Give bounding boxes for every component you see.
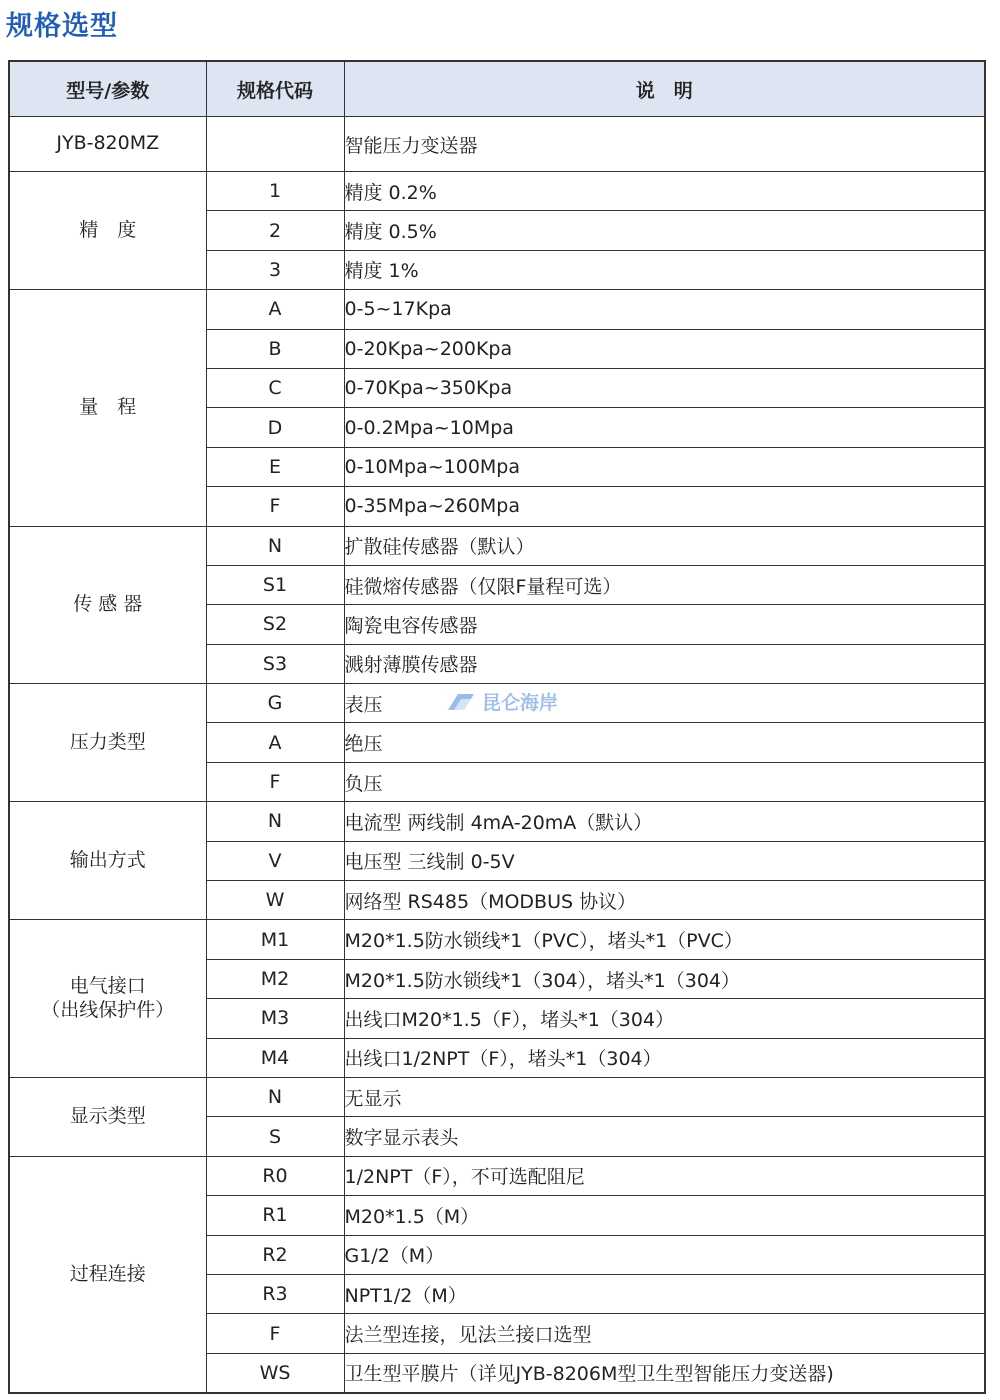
table-row [9, 1077, 985, 1116]
description-cell: 电压型 三线制 0-5V [344, 841, 985, 880]
description-cell: 陶瓷电容传感器 [344, 605, 985, 644]
spec-code-cell: R2 [206, 1235, 344, 1274]
table-row [9, 1156, 985, 1195]
param-cell [9, 526, 206, 684]
spec-code-cell: F [206, 487, 344, 526]
description-cell: M20*1.5防水锁线*1（304），堵头*1（304） [344, 959, 985, 998]
description-cell: 卫生型平膜片（详见JYB-8206M型卫生型智能压力变送器) [344, 1353, 985, 1393]
description-cell: 表压 [344, 684, 985, 723]
param-label: 过程连接 [69, 1262, 146, 1285]
description-cell: 0-5~17Kpa [344, 290, 985, 329]
param-label: 显示类型 [69, 1105, 146, 1127]
table-row [9, 117, 985, 172]
description-cell: 0-0.2Mpa~10Mpa [344, 408, 985, 447]
param-cell [9, 1077, 206, 1156]
description-cell: 精度 0.2% [344, 172, 985, 211]
spec-code-cell: S [206, 1117, 344, 1156]
spec-code-cell: M2 [206, 959, 344, 998]
description-cell: 硅微熔传感器（仅限F量程可选） [344, 565, 985, 604]
spec-code-cell: V [206, 841, 344, 880]
spec-code-cell: N [206, 802, 344, 841]
table-row [9, 172, 985, 211]
spec-code-cell: 2 [206, 211, 344, 250]
description-cell: 0-35Mpa~260Mpa [344, 487, 985, 526]
description-cell: 出线口1/2NPT（F），堵头*1（304） [344, 1038, 985, 1077]
spec-code-cell: G [206, 684, 344, 723]
description-cell: 智能压力变送器 [344, 117, 985, 172]
description-cell: 绝压 [344, 723, 985, 762]
spec-code-cell: S3 [206, 644, 344, 683]
description-cell: 精度 0.5% [344, 211, 985, 250]
description-cell: 0-20Kpa~200Kpa [344, 329, 985, 368]
param-label: （出线保护件） [41, 998, 175, 1021]
description-cell: 出线口M20*1.5（F），堵头*1（304） [344, 999, 985, 1038]
param-cell [9, 1156, 206, 1393]
spec-code-cell [206, 117, 344, 172]
spec-code-cell: F [206, 1314, 344, 1353]
spec-code-cell: R1 [206, 1196, 344, 1235]
param-label: 输出方式 [69, 848, 146, 871]
description-cell: 0-10Mpa~100Mpa [344, 447, 985, 486]
description-cell: G1/2（M） [344, 1235, 985, 1274]
table-row [9, 920, 985, 959]
description-cell: M20*1.5防水锁线*1（PVC），堵头*1（PVC） [344, 920, 985, 959]
description-cell: 负压 [344, 762, 985, 801]
param-label: JYB-820MZ [56, 132, 160, 155]
spec-code-cell: N [206, 526, 344, 565]
spec-code-cell: D [206, 408, 344, 447]
page-title: 规格选型 [6, 11, 118, 42]
description-cell: 精度 1% [344, 250, 985, 289]
description-cell: M20*1.5（M） [344, 1196, 985, 1235]
description-cell: NPT1/2（M） [344, 1274, 985, 1313]
param-label: 量 程 [79, 395, 137, 418]
header-model-param: 型号/参数 [9, 61, 206, 117]
spec-code-cell: F [206, 762, 344, 801]
spec-code-cell: B [206, 329, 344, 368]
spec-code-cell: R0 [206, 1156, 344, 1195]
spec-code-cell: M1 [206, 920, 344, 959]
spec-code-cell: A [206, 290, 344, 329]
table-row [9, 290, 985, 329]
spec-code-cell: C [206, 368, 344, 407]
description-cell: 数字显示表头 [344, 1117, 985, 1156]
spec-code-cell: M4 [206, 1038, 344, 1077]
spec-code-cell: E [206, 447, 344, 486]
param-cell [9, 684, 206, 802]
spec-code-cell: W [206, 881, 344, 920]
description-cell: 1/2NPT（F），不可选配阻尼 [344, 1156, 985, 1195]
param-cell [9, 802, 206, 920]
table-row [9, 526, 985, 565]
param-label: 精 度 [79, 218, 137, 241]
table-row [9, 802, 985, 841]
description-cell: 扩散硅传感器（默认） [344, 526, 985, 565]
spec-code-cell: A [206, 723, 344, 762]
param-cell [9, 172, 206, 290]
table-header-row [9, 61, 985, 117]
spec-code-cell: 1 [206, 172, 344, 211]
description-cell: 电流型 两线制 4mA-20mA（默认） [344, 802, 985, 841]
watermark [444, 688, 558, 715]
description-cell: 网络型 RS485（MODBUS 协议） [344, 881, 985, 920]
spec-code-cell: S2 [206, 605, 344, 644]
watermark-logo-icon [444, 692, 478, 712]
spec-selection-table [8, 60, 986, 1394]
watermark-text: 昆仑海岸 [482, 692, 559, 714]
param-cell [9, 920, 206, 1078]
spec-code-cell: 3 [206, 250, 344, 289]
table-body [9, 117, 985, 1394]
header-spec-code: 规格代码 [206, 61, 344, 117]
param-label: 传 感 器 [73, 592, 143, 615]
param-label: 电气接口 [69, 974, 146, 997]
param-label: 压力类型 [69, 730, 146, 753]
spec-code-cell: M3 [206, 999, 344, 1038]
header-description: 说 明 [344, 61, 985, 117]
spec-code-cell: S1 [206, 565, 344, 604]
description-cell: 法兰型连接，见法兰接口选型 [344, 1314, 985, 1353]
description-cell: 0-70Kpa~350Kpa [344, 368, 985, 407]
description-cell: 溅射薄膜传感器 [344, 644, 985, 683]
spec-code-cell: N [206, 1077, 344, 1116]
spec-code-cell: WS [206, 1353, 344, 1393]
spec-code-cell: R3 [206, 1274, 344, 1313]
description-cell: 无显示 [344, 1077, 985, 1116]
param-cell [9, 290, 206, 526]
param-cell [9, 117, 206, 172]
